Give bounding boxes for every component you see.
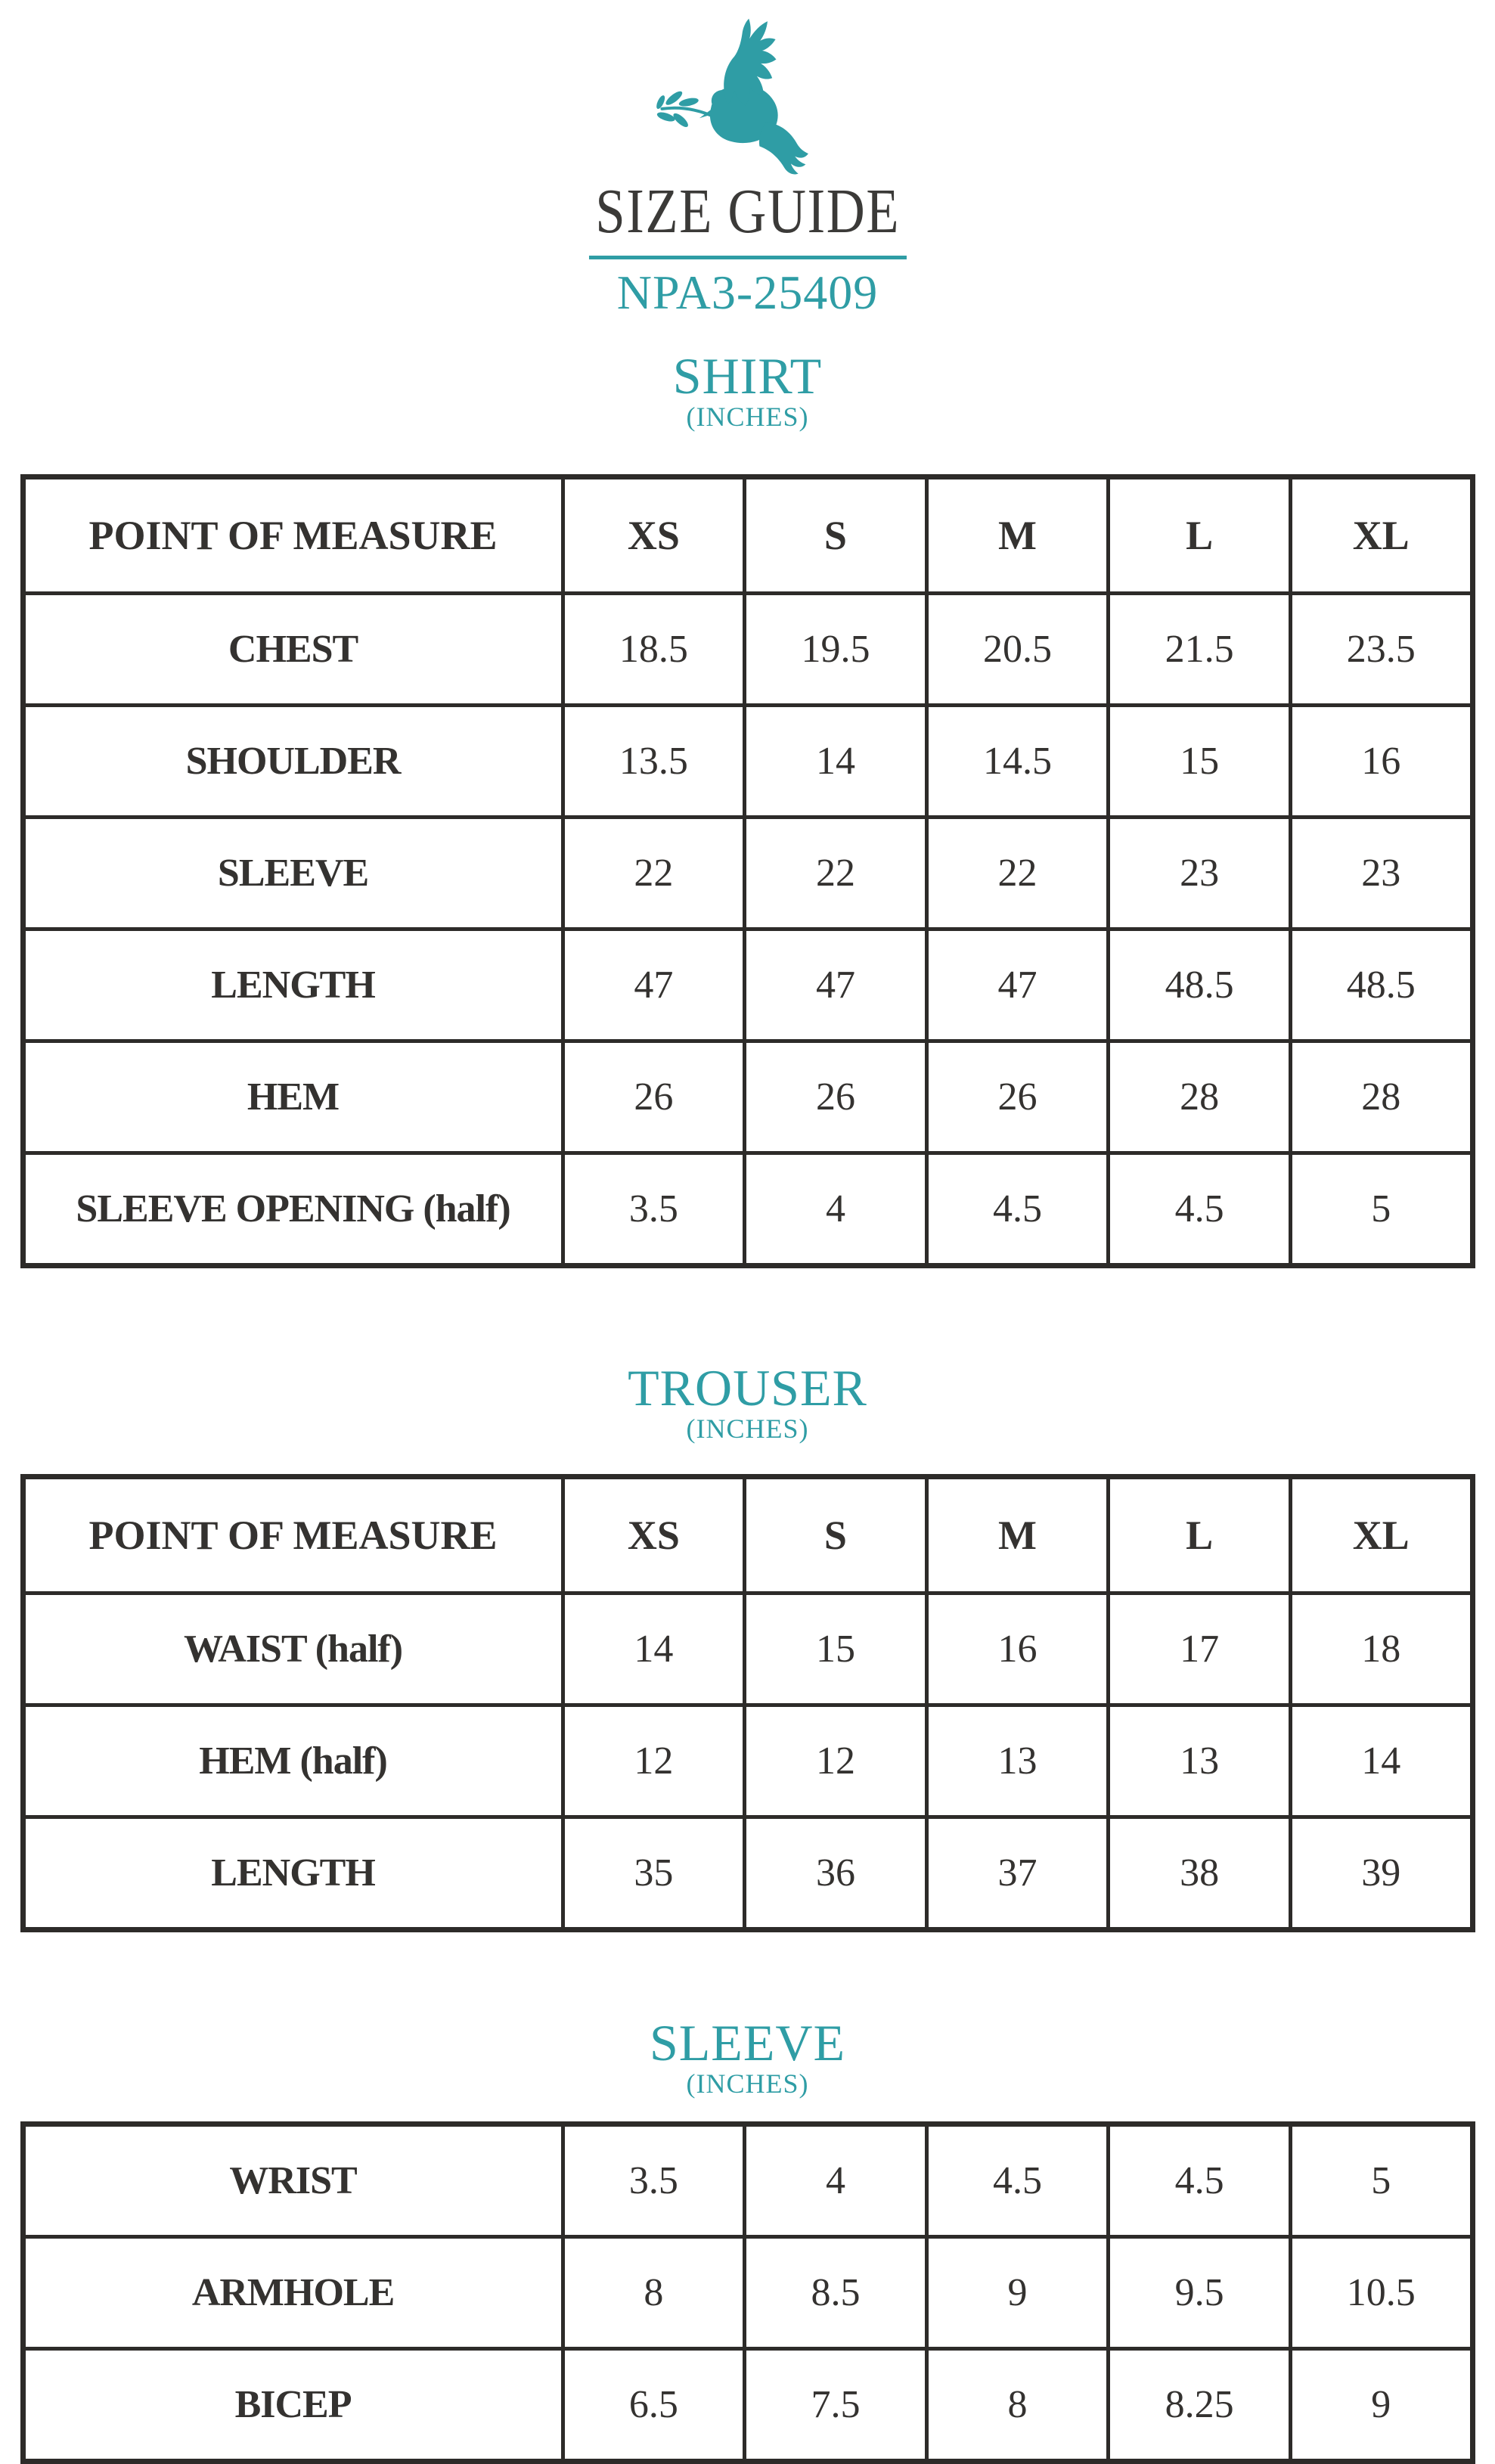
row-label: BICEP (23, 2349, 563, 2462)
size-value-cell: 4 (745, 1153, 927, 1266)
size-value-cell: 23.5 (1290, 594, 1472, 706)
row-label: HEM (23, 1041, 563, 1153)
size-value-cell: 13.5 (563, 706, 745, 818)
header-size-m: M (926, 477, 1109, 594)
size-value-cell: 14 (745, 706, 927, 818)
header-size-xl: XL (1290, 477, 1472, 594)
header-point-of-measure: POINT OF MEASURE (23, 477, 563, 594)
table-row-sleeve-opening (23, 1153, 1472, 1266)
row-label: LENGTH (23, 1817, 563, 1930)
size-value-cell: 8 (563, 2237, 745, 2349)
page-title: SIZE GUIDE (589, 180, 907, 259)
header-size-m: M (926, 1477, 1109, 1594)
row-label: SHOULDER (23, 706, 563, 818)
size-value-cell: 47 (563, 929, 745, 1041)
size-value-cell: 7.5 (745, 2349, 927, 2462)
style-code: NPA3-25409 (616, 265, 879, 319)
size-value-cell: 22 (926, 818, 1109, 929)
size-value-cell: 6.5 (563, 2349, 745, 2462)
size-value-cell: 16 (926, 1594, 1109, 1705)
table-row-waist (23, 1594, 1472, 1705)
row-label: LENGTH (23, 929, 563, 1041)
header-point-of-measure: POINT OF MEASURE (23, 1477, 563, 1594)
size-value-cell: 8.25 (1109, 2349, 1291, 2462)
section-title-sleeve: SLEEVE (649, 2014, 846, 2071)
size-value-cell: 13 (926, 1705, 1109, 1817)
header-size-l: L (1109, 477, 1291, 594)
size-value-cell: 3.5 (563, 1153, 745, 1266)
size-value-cell: 26 (926, 1041, 1109, 1153)
size-value-cell: 14 (1290, 1705, 1472, 1817)
header-size-s: S (745, 477, 927, 594)
size-value-cell: 12 (745, 1705, 927, 1817)
section-units-sleeve: (INCHES) (686, 2068, 809, 2099)
table-row-hem (23, 1041, 1472, 1153)
size-value-cell: 18.5 (563, 594, 745, 706)
size-value-cell: 14.5 (926, 706, 1109, 818)
size-value-cell: 28 (1109, 1041, 1291, 1153)
size-value-cell: 15 (1109, 706, 1291, 818)
table-row-wrist (23, 2124, 1472, 2237)
size-value-cell: 26 (745, 1041, 927, 1153)
size-value-cell: 14 (563, 1594, 745, 1705)
table-row-bicep (23, 2349, 1472, 2462)
trouser-size-table (20, 1474, 1475, 1932)
size-value-cell: 4.5 (926, 2124, 1109, 2237)
size-value-cell: 12 (563, 1705, 745, 1817)
table-row-chest (23, 594, 1472, 706)
size-value-cell: 20.5 (926, 594, 1109, 706)
header-size-s: S (745, 1477, 927, 1594)
brand-logo (647, 17, 848, 177)
size-value-cell: 48.5 (1290, 929, 1472, 1041)
size-value-cell: 10.5 (1290, 2237, 1472, 2349)
size-value-cell: 4.5 (1109, 1153, 1291, 1266)
size-value-cell: 16 (1290, 706, 1472, 818)
section-title-shirt: SHIRT (672, 347, 823, 405)
header-size-xl: XL (1290, 1477, 1472, 1594)
size-value-cell: 4.5 (1109, 2124, 1291, 2237)
row-label: ARMHOLE (23, 2237, 563, 2349)
table-row-sleeve (23, 818, 1472, 929)
size-value-cell: 47 (926, 929, 1109, 1041)
size-value-cell: 23 (1109, 818, 1291, 929)
row-label: CHEST (23, 594, 563, 706)
size-value-cell: 26 (563, 1041, 745, 1153)
size-value-cell: 19.5 (745, 594, 927, 706)
table-row-length (23, 929, 1472, 1041)
size-value-cell: 37 (926, 1817, 1109, 1930)
table-row-shoulder (23, 706, 1472, 818)
size-value-cell: 47 (745, 929, 927, 1041)
size-value-cell: 5 (1290, 2124, 1472, 2237)
size-value-cell: 23 (1290, 818, 1472, 929)
section-title-trouser: TROUSER (628, 1359, 867, 1417)
row-label: WAIST (half) (23, 1594, 563, 1705)
size-value-cell: 39 (1290, 1817, 1472, 1930)
section-trouser (0, 1359, 1495, 1932)
size-value-cell: 35 (563, 1817, 745, 1930)
size-value-cell: 15 (745, 1594, 927, 1705)
size-value-cell: 4.5 (926, 1153, 1109, 1266)
size-value-cell: 17 (1109, 1594, 1291, 1705)
section-sleeve (0, 2014, 1495, 2464)
size-value-cell: 18 (1290, 1594, 1472, 1705)
header-size-xs: XS (563, 1477, 745, 1594)
size-value-cell: 9 (926, 2237, 1109, 2349)
size-value-cell: 8.5 (745, 2237, 927, 2349)
size-value-cell: 28 (1290, 1041, 1472, 1153)
size-value-cell: 5 (1290, 1153, 1472, 1266)
size-value-cell: 22 (563, 818, 745, 929)
size-value-cell: 21.5 (1109, 594, 1291, 706)
section-shirt (0, 347, 1495, 1268)
table-row-armhole (23, 2237, 1472, 2349)
size-value-cell: 38 (1109, 1817, 1291, 1930)
dove-icon (647, 17, 848, 177)
size-value-cell: 36 (745, 1817, 927, 1930)
table-row-length (23, 1817, 1472, 1930)
size-value-cell: 13 (1109, 1705, 1291, 1817)
header-size-xs: XS (563, 477, 745, 594)
header-size-l: L (1109, 1477, 1291, 1594)
size-value-cell: 4 (745, 2124, 927, 2237)
sleeve-size-table (20, 2121, 1475, 2464)
size-value-cell: 9 (1290, 2349, 1472, 2462)
size-value-cell: 9.5 (1109, 2237, 1291, 2349)
row-label: HEM (half) (23, 1705, 563, 1817)
size-value-cell: 22 (745, 818, 927, 929)
table-header-row (23, 477, 1472, 594)
size-value-cell: 48.5 (1109, 929, 1291, 1041)
section-units-trouser: (INCHES) (686, 1414, 809, 1444)
shirt-size-table (20, 474, 1475, 1268)
size-value-cell: 8 (926, 2349, 1109, 2462)
row-label: SLEEVE (23, 818, 563, 929)
section-units-shirt: (INCHES) (686, 402, 809, 432)
table-header-row (23, 1477, 1472, 1594)
table-row-hem-half (23, 1705, 1472, 1817)
size-value-cell: 3.5 (563, 2124, 745, 2237)
row-label: SLEEVE OPENING (half) (23, 1153, 563, 1266)
row-label: WRIST (23, 2124, 563, 2237)
